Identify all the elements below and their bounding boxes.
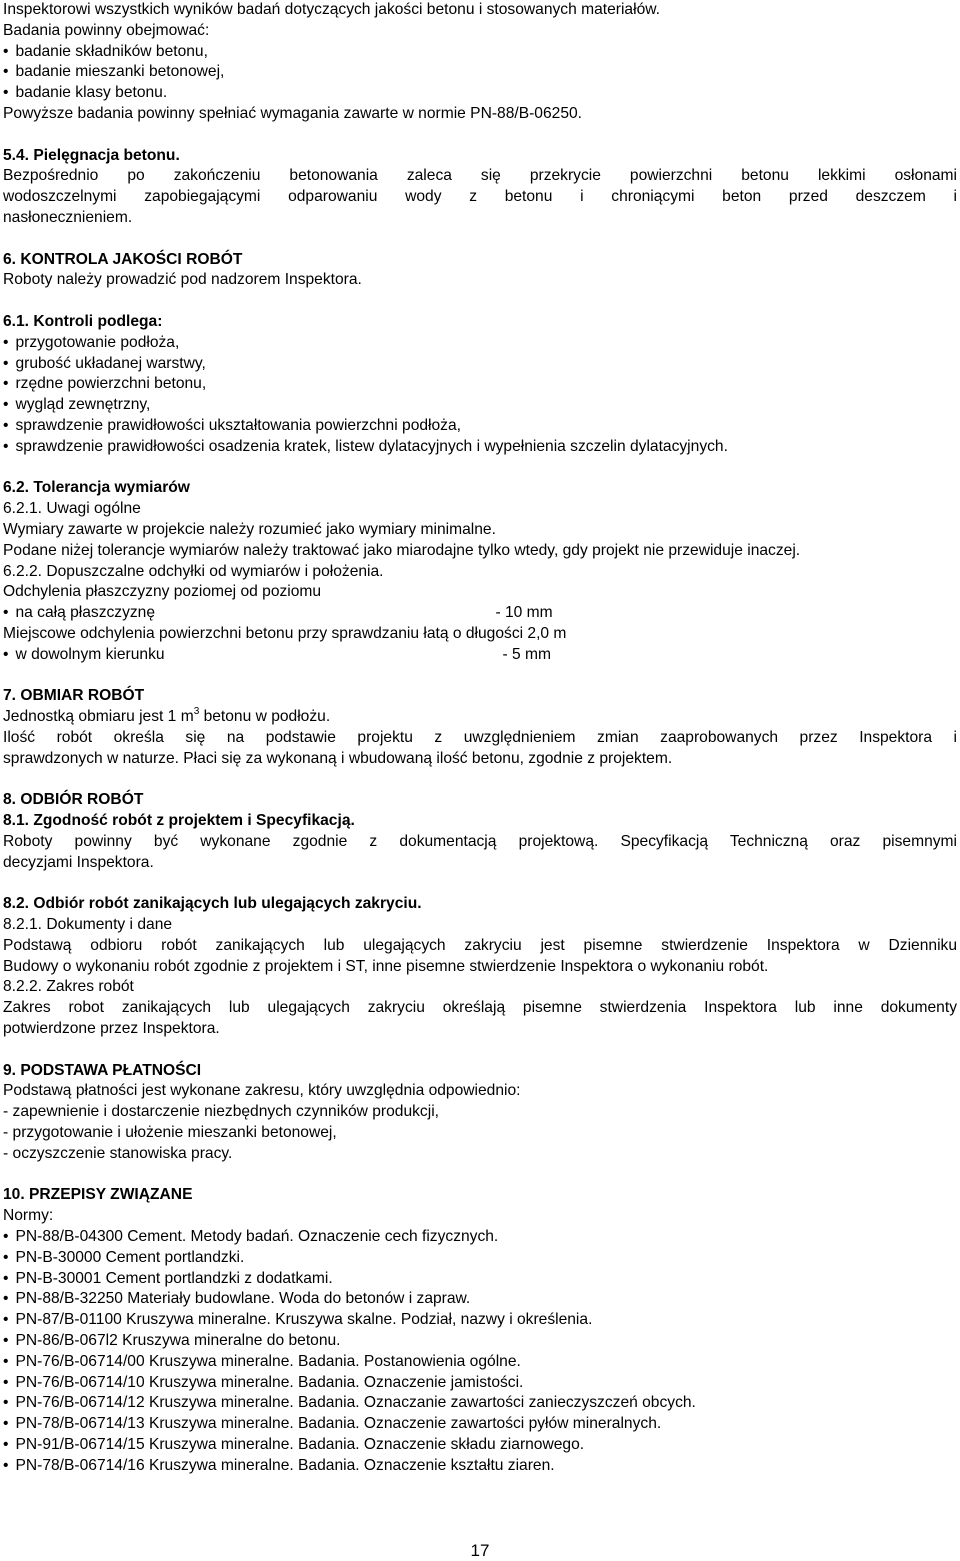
paragraph-line: Zakres robot zanikających lub ulegających zakryciu określają pisemne stwierdzenia Inspektora lub inne dokumenty bbox=[3, 999, 957, 1017]
document-page bbox=[3, 0, 957, 1477]
section-heading-5-4: 5.4. Pielęgnacja betonu. bbox=[3, 146, 180, 164]
norm-item: • PN-76/B-06714/00 Kruszywa mineralne. Badania. Postanowienia ogólne. bbox=[3, 1352, 957, 1373]
section-heading-7: 7. OBMIAR ROBÓT bbox=[3, 687, 145, 705]
paragraph-line: Normy: bbox=[3, 1207, 54, 1225]
paragraph-line: Roboty powinny być wykonane zgodnie z dokumentacją projektową. Specyfikacją Techniczną oraz pisemnymi bbox=[3, 832, 957, 850]
paragraph-line: Odchylenia płaszczyzny poziomej od poziomu bbox=[3, 583, 322, 601]
list-item: • sprawdzenie prawidłowości osadzenia kratek, listew dylatacyjnych i wypełnienia szczelin dylatacyjnych. bbox=[3, 437, 957, 458]
paragraph-line: Budowy o wykonaniu robót zgodnie z projektem i ST, inne pisemne stwierdzenie Inspektora o wykonaniu robót. bbox=[3, 957, 769, 975]
list-item: • sprawdzenie prawidłowości ukształtowania powierzchni podłoża, bbox=[3, 416, 957, 437]
section-heading-6-1: 6.1. Kontroli podlega: bbox=[3, 312, 163, 330]
tolerance-item bbox=[3, 645, 957, 666]
norm-item: • PN-76/B-06714/12 Kruszywa mineralne. Badania. Oznaczanie zawartości zanieczyszczeń obcych. bbox=[3, 1393, 957, 1414]
paragraph-line: Badania powinny obejmować: bbox=[3, 21, 210, 39]
list-item: • wygląd zewnętrzny, bbox=[3, 395, 957, 416]
paragraph-line: Inspektorowi wszystkich wyników badań dotyczących jakości betonu i stosowanych materiałów. bbox=[3, 1, 660, 18]
paragraph-line: Wymiary zawarte w projekcie należy rozumieć jako wymiary minimalne. bbox=[3, 520, 496, 538]
norm-item: • PN-88/B-04300 Cement. Metody badań. Oznaczenie cech fizycznych. bbox=[3, 1227, 957, 1248]
list-item: - oczyszczenie stanowiska pracy. bbox=[3, 1144, 233, 1162]
subsection-heading: 8.2. Odbiór robót zanikających lub ulegających zakryciu. bbox=[3, 895, 422, 913]
norm-item: • PN-91/B-06714/15 Kruszywa mineralne. Badania. Oznaczenie składu ziarnowego. bbox=[3, 1435, 957, 1456]
paragraph-line: Podane niżej tolerancje wymiarów należy traktować jako miarodajne tylko wtedy, gdy projekt nie przewiduje inaczej. bbox=[3, 541, 801, 559]
text-span: Jednostką obmiaru jest 1 m bbox=[3, 708, 194, 726]
norm-item: • PN-78/B-06714/16 Kruszywa mineralne. Badania. Oznaczenie kształtu ziaren. bbox=[3, 1456, 957, 1477]
section-heading-6-2: 6.2. Tolerancja wymiarów bbox=[3, 479, 190, 497]
list-item: • przygotowanie podłoża, bbox=[3, 333, 957, 354]
paragraph-line: sprawdzonych w naturze. Płaci się za wykonaną i wbudowaną ilość betonu, zgodnie z projektem. bbox=[3, 749, 673, 767]
norm-item: • PN-78/B-06714/13 Kruszywa mineralne. Badania. Oznaczenie zawartości pyłów mineralnych. bbox=[3, 1414, 957, 1435]
norm-item: • PN-87/B-01100 Kruszywa mineralne. Kruszywa skalne. Podział, nazwy i określenia. bbox=[3, 1310, 957, 1331]
tolerance-item bbox=[3, 603, 957, 624]
paragraph-line: Podstawą płatności jest wykonane zakresu, który uwzględnia odpowiednio: bbox=[3, 1082, 521, 1100]
paragraph-line: wodoszczelnymi zapobiegającymi odparowaniu wody z betonu i chroniącymi beton przed deszczem i bbox=[3, 188, 957, 206]
norm-item: • PN-86/B-067l2 Kruszywa mineralne do betonu. bbox=[3, 1331, 957, 1352]
norm-item: • PN-88/B-32250 Materiały budowlane. Woda do betonów i zapraw. bbox=[3, 1289, 957, 1310]
list-item: - przygotowanie i ułożenie mieszanki betonowej, bbox=[3, 1124, 337, 1142]
subsection-heading: 8.2.1. Dokumenty i dane bbox=[3, 916, 173, 934]
subsection-heading: 8.1. Zgodność robót z projektem i Specyfikacją. bbox=[3, 812, 355, 830]
paragraph-line: decyzjami Inspektora. bbox=[3, 853, 154, 871]
list-item: • rzędne powierzchni betonu, bbox=[3, 374, 957, 395]
paragraph-line bbox=[3, 707, 957, 728]
paragraph-line: Roboty należy prowadzić pod nadzorem Inspektora. bbox=[3, 271, 362, 289]
list-item: • badanie mieszanki betonowej, bbox=[3, 62, 957, 83]
tolerance-value: - 10 mm bbox=[495, 604, 553, 622]
subsection-heading: 6.2.1. Uwagi ogólne bbox=[3, 500, 141, 518]
paragraph-line: potwierdzone przez Inspektora. bbox=[3, 1020, 220, 1038]
paragraph-line: Bezpośrednio po zakończeniu betonowania zaleca się przekrycie powierzchni betonu lekkimi osłonami bbox=[3, 167, 957, 185]
norm-item: • PN-B-30001 Cement portlandzki z dodatkami. bbox=[3, 1269, 957, 1290]
superscript: 3 bbox=[193, 706, 200, 718]
section-heading-8: 8. ODBIÓR ROBÓT bbox=[3, 791, 144, 809]
list-item: • grubość układanej warstwy, bbox=[3, 354, 957, 375]
tolerance-value: - 5 mm bbox=[502, 645, 551, 663]
norm-item: • PN-76/B-06714/10 Kruszywa mineralne. Badania. Oznaczenie jamistości. bbox=[3, 1373, 957, 1394]
subsection-heading: 8.2.2. Zakres robót bbox=[3, 978, 134, 996]
section-heading-6: 6. KONTROLA JAKOŚCI ROBÓT bbox=[3, 250, 243, 268]
paragraph-line: nasłonecznieniem. bbox=[3, 208, 133, 226]
tolerance-label: w dowolnym kierunku bbox=[15, 645, 165, 663]
list-item: • badanie składników betonu, bbox=[3, 42, 957, 63]
tolerance-label: na całą płaszczyznę bbox=[15, 604, 156, 622]
paragraph-line: Ilość robót określa się na podstawie projektu z uwzględnieniem zmian zaaprobowanych przez Inspektora i bbox=[3, 728, 957, 746]
paragraph-line: Powyższe badania powinny spełniać wymagania zawarte w normie PN-88/B-06250. bbox=[3, 104, 583, 122]
section-heading-9: 9. PODSTAWA PŁATNOŚCI bbox=[3, 1061, 202, 1079]
norm-item: • PN-B-30000 Cement portlandzki. bbox=[3, 1248, 957, 1269]
text-span: betonu w podłożu. bbox=[199, 708, 331, 726]
section-heading-10: 10. PRZEPISY ZWIĄZANE bbox=[3, 1186, 193, 1204]
subsection-heading: 6.2.2. Dopuszczalne odchyłki od wymiarów i położenia. bbox=[3, 562, 384, 580]
paragraph-line: Miejscowe odchylenia powierzchni betonu przy sprawdzaniu łatą o długości 2,0 m bbox=[3, 624, 567, 642]
paragraph-line: Podstawą odbioru robót zanikających lub ulegających zakryciu jest pisemne stwierdzenie Inspektora w Dzienniku bbox=[3, 936, 957, 954]
list-item: - zapewnienie i dostarczenie niezbędnych czynników produkcji, bbox=[3, 1103, 439, 1121]
page-number: 17 bbox=[470, 1541, 490, 1560]
list-item: • badanie klasy betonu. bbox=[3, 83, 957, 104]
